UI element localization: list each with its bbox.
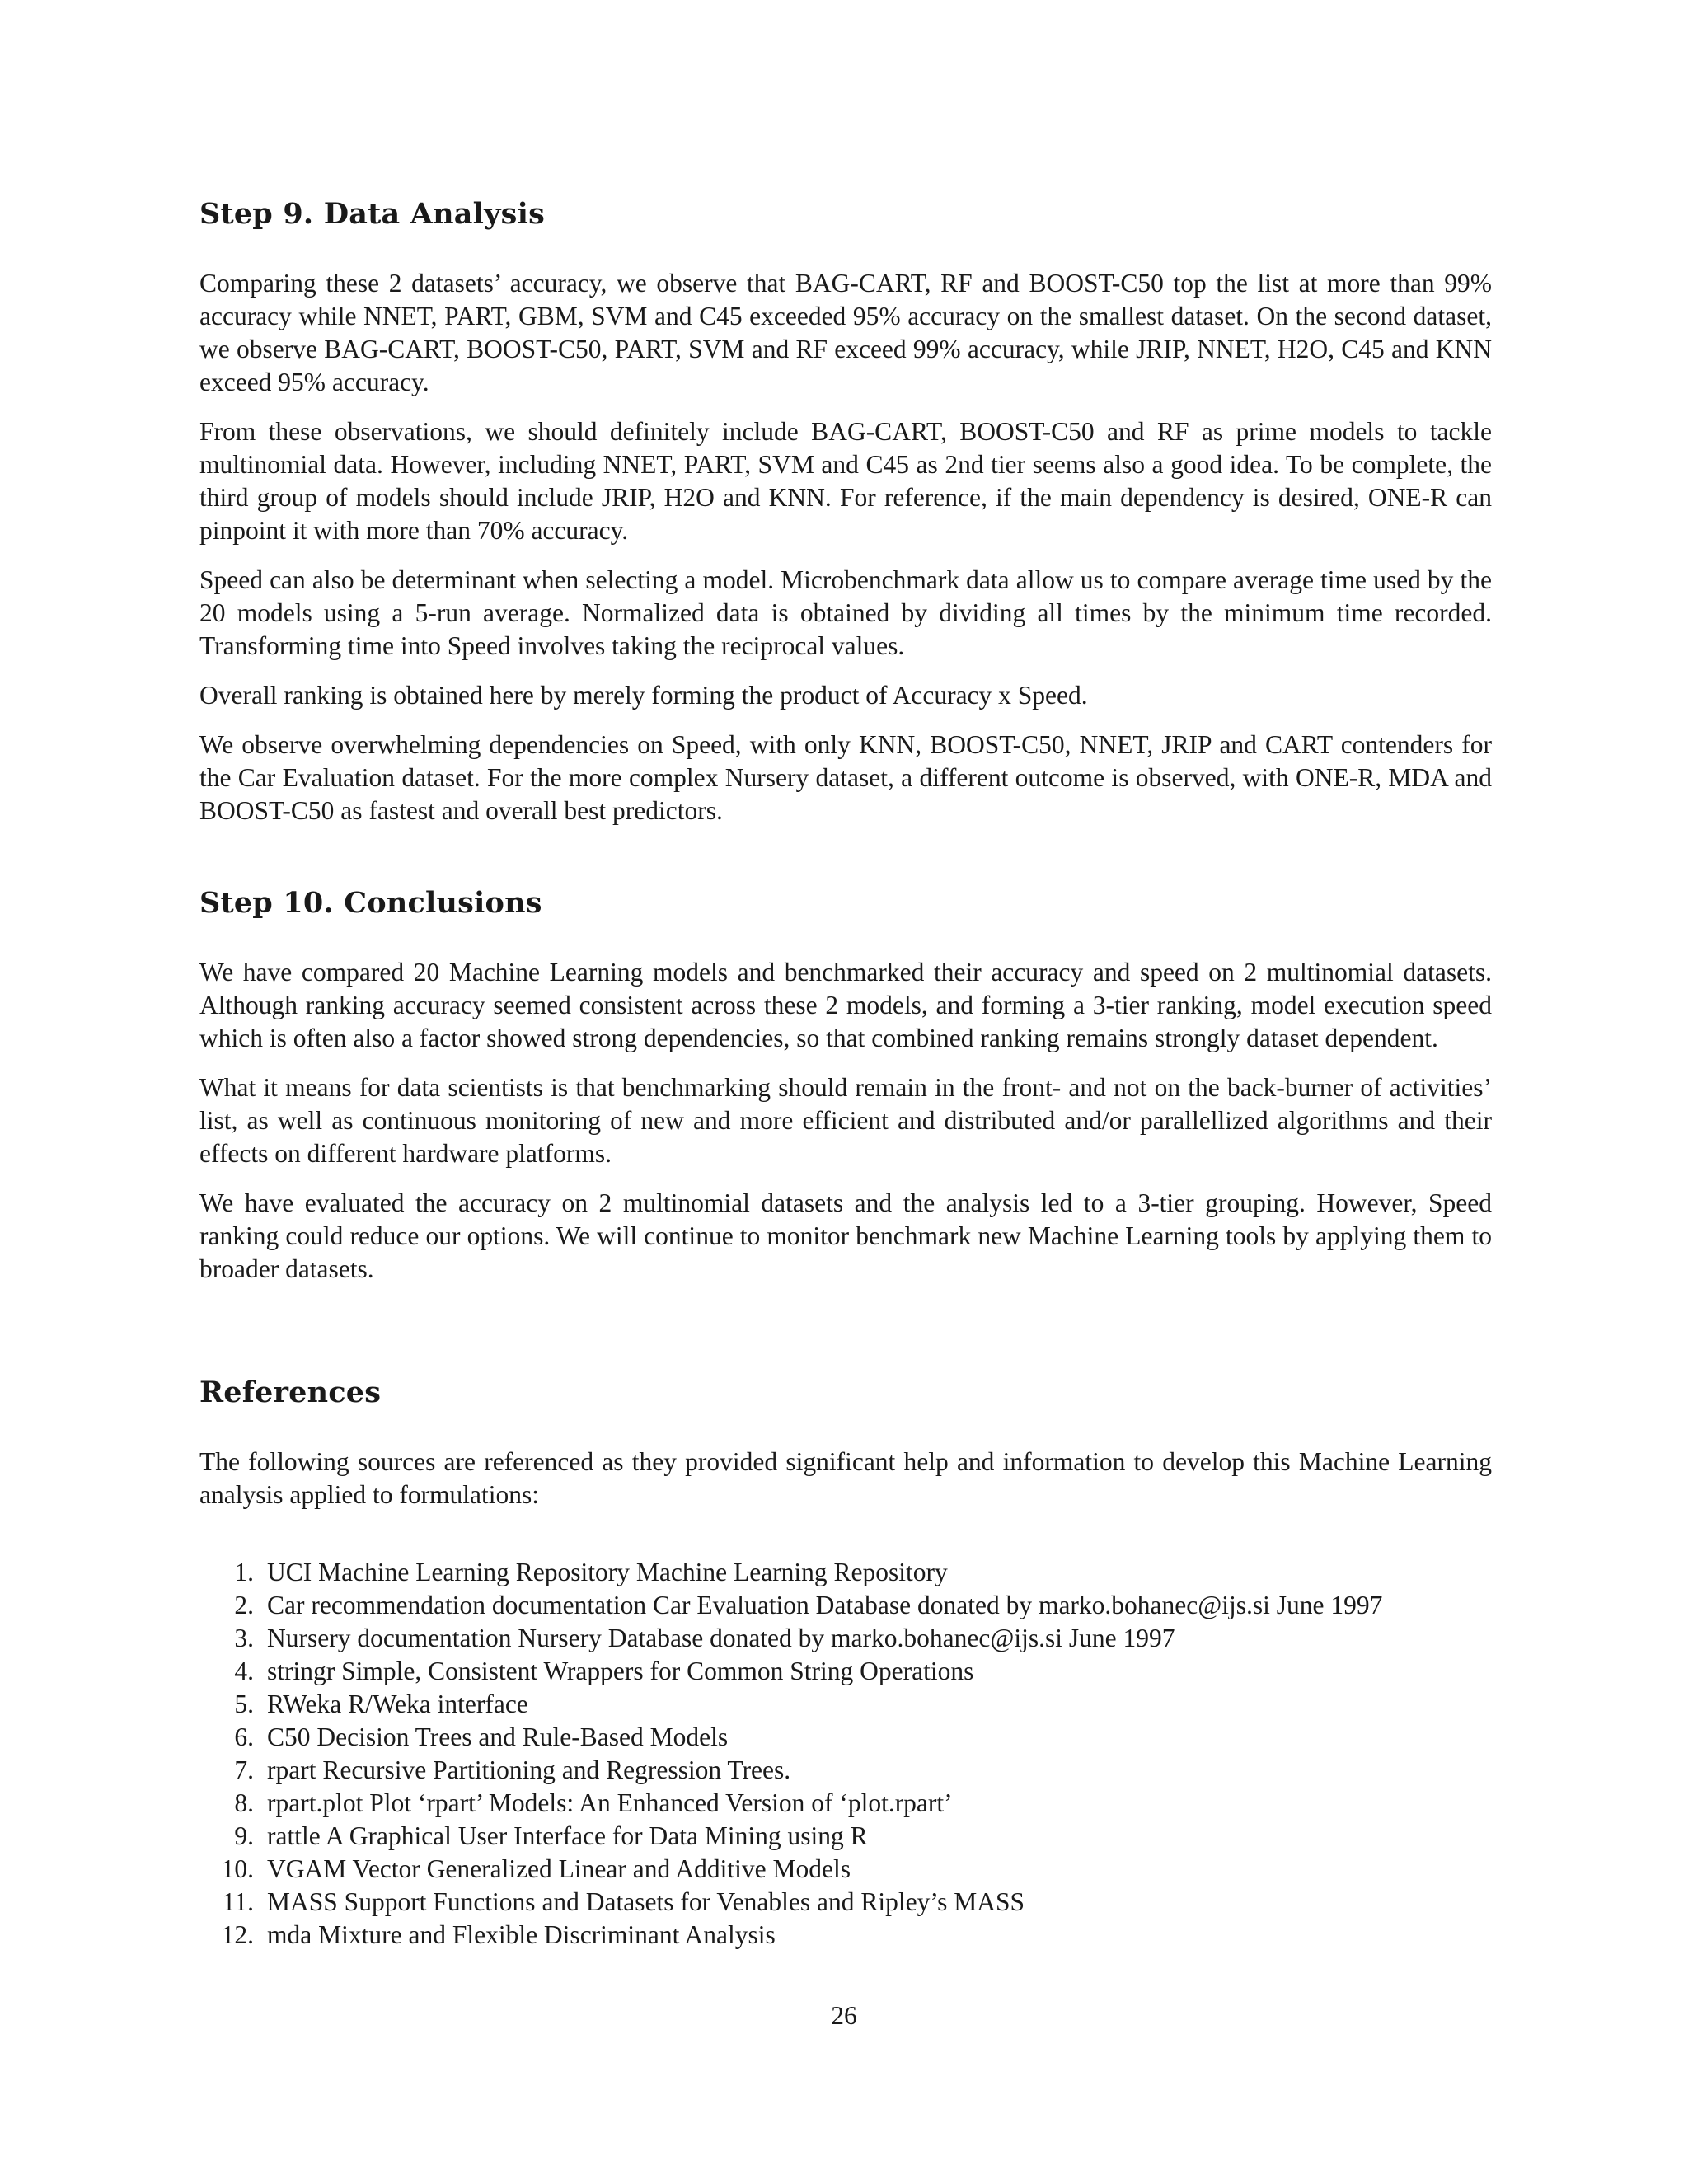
paragraph: What it means for data scientists is that benchmarking should remain in the front- and not on the back-burner of activities’ list, as well as continuous monitoring of new and more efficient and distributed and/or parallellized algorithms and their effects on different hardware platforms. xyxy=(199,1073,1492,1168)
reference-number: 1. xyxy=(234,1558,254,1586)
paragraph: From these observations, we should definitely include BAG-CART, BOOST-C50 and RF as prime models to tackle multinomial data. However, including NNET, PART, SVM and C45 as 2nd tier seems also a good idea. To be complete, the third group of models should include JRIP, H2O and KNN. For reference, if the main dependency is desired, ONE-R can pinpoint it with more than 70% accuracy. xyxy=(199,417,1492,545)
reference-number: 7. xyxy=(234,1755,254,1784)
reference-text: VGAM Vector Generalized Linear and Additive Models xyxy=(267,1854,851,1883)
reference-item xyxy=(199,1787,1492,1820)
reference-number: 12. xyxy=(221,1920,254,1949)
reference-item xyxy=(199,1820,1492,1853)
reference-number: 9. xyxy=(234,1821,254,1850)
paragraph: We observe overwhelming dependencies on Speed, with only KNN, BOOST-C50, NNET, JRIP and CART contenders for the Car Evaluation dataset. For the more complex Nursery dataset, a different outcome is observed, with ONE-R, MDA and BOOST-C50 as fastest and overall best predictors. xyxy=(199,730,1492,825)
reference-number: 4. xyxy=(234,1657,254,1685)
reference-text: stringr Simple, Consistent Wrappers for Common String Operations xyxy=(267,1657,974,1685)
reference-item xyxy=(199,1853,1492,1886)
reference-item xyxy=(199,1622,1492,1655)
reference-item xyxy=(199,1919,1492,1952)
reference-item xyxy=(199,1721,1492,1754)
reference-number: 3. xyxy=(234,1624,254,1652)
section-title-references: References xyxy=(199,1376,382,1409)
reference-number: 2. xyxy=(234,1591,254,1619)
reference-text: Nursery documentation Nursery Database donated by marko.bohanec@ijs.si June 1997 xyxy=(267,1624,1175,1652)
reference-number: 6. xyxy=(234,1722,254,1751)
reference-text: Car recommendation documentation Car Evaluation Database donated by marko.bohanec@ijs.si June 1997 xyxy=(267,1591,1383,1619)
reference-text: rpart Recursive Partitioning and Regression Trees. xyxy=(267,1755,791,1784)
paragraph: The following sources are referenced as they provided significant help and information to develop this Machine Learning analysis applied to formulations: xyxy=(199,1447,1492,1509)
section-title-conclusions: Step 10. Conclusions xyxy=(199,886,542,920)
reference-text: C50 Decision Trees and Rule-Based Models xyxy=(267,1722,729,1751)
data-analysis-body xyxy=(199,267,1492,844)
reference-item xyxy=(199,1754,1492,1787)
reference-item xyxy=(199,1688,1492,1721)
reference-number: 10. xyxy=(221,1854,254,1883)
reference-item xyxy=(199,1886,1492,1919)
reference-item xyxy=(199,1655,1492,1688)
reference-text: mda Mixture and Flexible Discriminant Analysis xyxy=(267,1920,776,1949)
reference-number: 11. xyxy=(222,1887,254,1916)
reference-number: 5. xyxy=(234,1690,254,1718)
reference-text: UCI Machine Learning Repository Machine Learning Repository xyxy=(267,1558,948,1586)
paragraph: We have evaluated the accuracy on 2 multinomial datasets and the analysis led to a 3-tier grouping. However, Speed ranking could reduce our options. We will continue to monitor benchmark new Machine Learning tools by applying them to broader datasets. xyxy=(199,1188,1492,1283)
page-number: 26 xyxy=(831,2001,857,2030)
reference-text: MASS Support Functions and Datasets for Venables and Ripley’s MASS xyxy=(267,1887,1025,1916)
reference-list xyxy=(199,1556,1492,1952)
reference-item xyxy=(199,1589,1492,1622)
reference-number: 8. xyxy=(234,1788,254,1817)
paragraph: Speed can also be determinant when selecting a model. Microbenchmark data allow us to compare average time used by the 20 models using a 5-run average. Normalized data is obtained by dividing all times by the minimum time recorded. Transforming time into Speed involves taking the reciprocal values. xyxy=(199,565,1492,660)
paragraph: We have compared 20 Machine Learning models and benchmarked their accuracy and speed on 2 multinomial datasets. Although ranking accuracy seemed consistent across these 2 models, and forming a 3-tier ranking, model execution speed which is often also a factor showed strong dependencies, so that combined ranking remains strongly dataset dependent. xyxy=(199,958,1492,1052)
references-intro xyxy=(199,1446,1492,1528)
reference-text: rattle A Graphical User Interface for Data Mining using R xyxy=(267,1821,868,1850)
paragraph: Overall ranking is obtained here by merely forming the product of Accuracy x Speed. xyxy=(199,681,1088,710)
reference-text: RWeka R/Weka interface xyxy=(267,1690,528,1718)
reference-item xyxy=(199,1556,1492,1589)
reference-text: rpart.plot Plot ‘rpart’ Models: An Enhanced Version of ‘plot.rpart’ xyxy=(267,1788,953,1817)
section-title-data-analysis: Step 9. Data Analysis xyxy=(199,197,545,231)
conclusions-body xyxy=(199,956,1492,1302)
paragraph: Comparing these 2 datasets’ accuracy, we observe that BAG-CART, RF and BOOST-C50 top the list at more than 99% accuracy while NNET, PART, GBM, SVM and C45 exceeded 95% accuracy on the smallest dataset. On the second dataset, we observe BAG-CART, BOOST-C50, PART, SVM and RF exceed 99% accuracy, while JRIP, NNET, H2O, C45 and KNN exceed 95% accuracy. xyxy=(199,269,1492,396)
